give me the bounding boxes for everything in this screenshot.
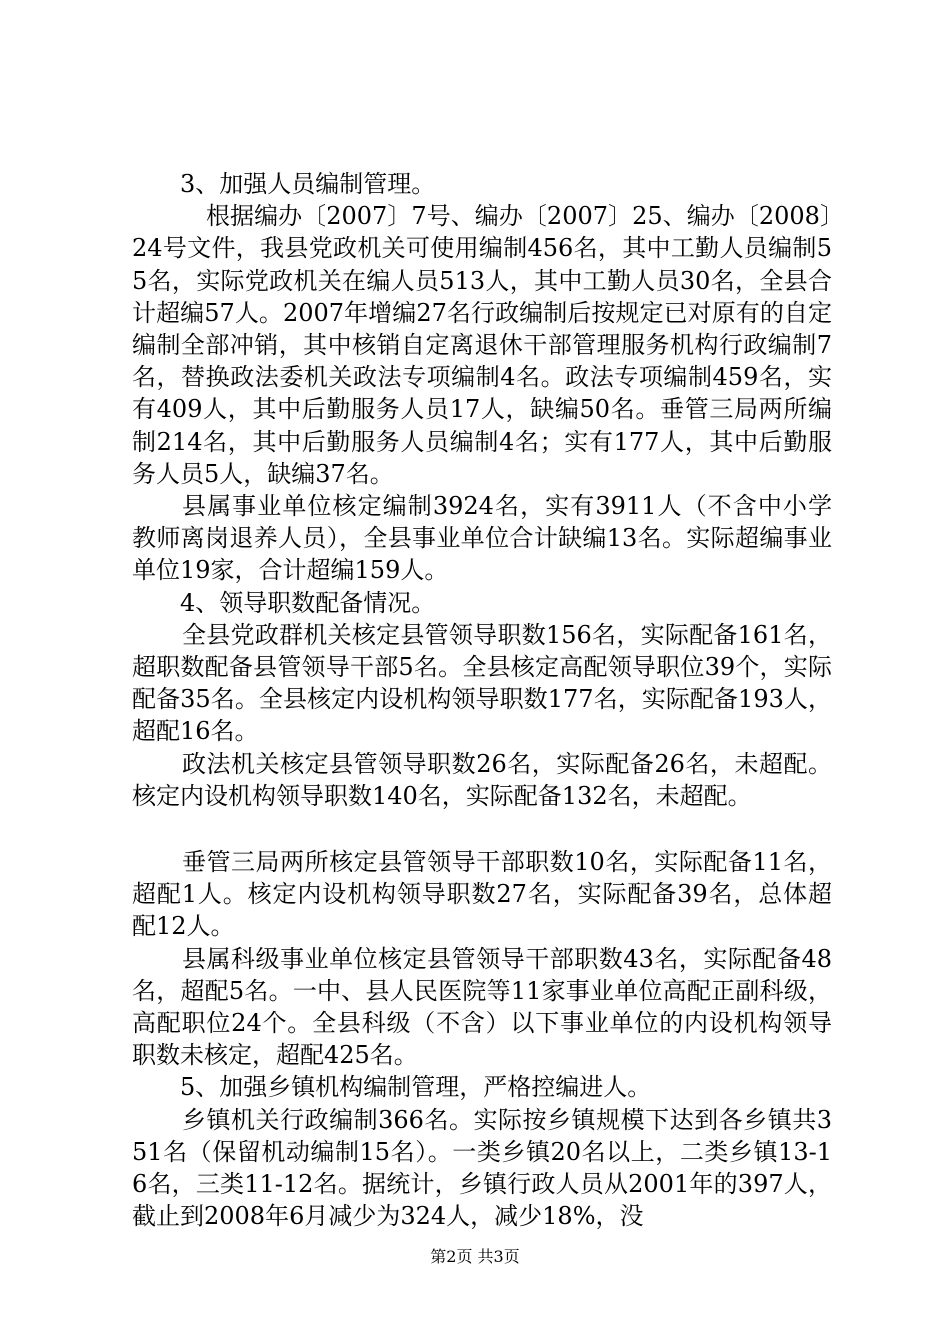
document-body xyxy=(132,168,832,1233)
paragraph-gap xyxy=(132,812,832,846)
section-heading-4: 4、领导职数配备情况。 xyxy=(180,588,436,617)
paragraph-vertical-agencies: 垂管三局两所核定县管领导干部职数10名，实际配备11名，超配1人。核定内设机构领导职数27名，实际配备39名，总体超配12人。 xyxy=(132,848,832,941)
paragraph-township: 乡镇机关行政编制366名。实际按乡镇规模下达到各乡镇共351名（保留机动编制15名）。一类乡镇20名以上，二类乡镇13-16名，三类11-12名。据统计，乡镇行政人员从2001年的397人，截止到2008年6月减少为324人，减少18%，没 xyxy=(132,1105,832,1231)
section-heading-5: 5、加强乡镇机构编制管理，严格控编进人。 xyxy=(180,1073,652,1102)
section-heading-3: 3、加强人员编制管理。 xyxy=(180,170,436,198)
paragraph-county-institutions: 县属科级事业单位核定县管领导干部职数43名，实际配备48名，超配5名。一中、县人民医院等11家事业单位高配正副科级，高配职位24个。全县科级（不含）以下事业单位的内设机构领导职数未核定，超配425名。 xyxy=(132,944,832,1070)
paragraph-institutions: 县属事业单位核定编制3924名，实有3911人（不含中小学教师离岗退养人员），全县事业单位合计缺编13名。实际超编事业单位19家，合计超编159人。 xyxy=(132,492,832,585)
paragraph-political-legal: 政法机关核定县管领导职数26名，实际配备26名，未超配。核定内设机构领导职数140名，实际配备132名，未超配。 xyxy=(132,749,832,810)
page-footer: 第2页 共3页 xyxy=(430,1247,520,1266)
paragraph-party-leadership: 全县党政群机关核定县管领导职数156名，实际配备161名，超职数配备县管领导干部5名。全县核定高配领导职位39个，实际配备35名。全县核定内设机构领导职数177名，实际配备193人，超配16名。 xyxy=(132,620,832,746)
paragraph-staffing: 根据编办〔2007〕7号、编办〔2007〕25、编办〔2008〕24号文件，我县党政机关可使用编制456名，其中工勤人员编制55名，实际党政机关在编人员513人，其中工勤人员30名，全县合计超编57人。2007年增编27名行政编制后按规定已对原有的自定编制全部冲销，其中核销自定离退休干部管理服务机构行政编制7名，替换政法委机关政法专项编制4名。政法专项编制459名，实有409人，其中后勤服务人员17人，缺编50名。垂管三局两所编制214名，其中后勤服务人员编制4名；实有177人，其中后勤服务人员5人，缺编37名。 xyxy=(132,202,832,488)
